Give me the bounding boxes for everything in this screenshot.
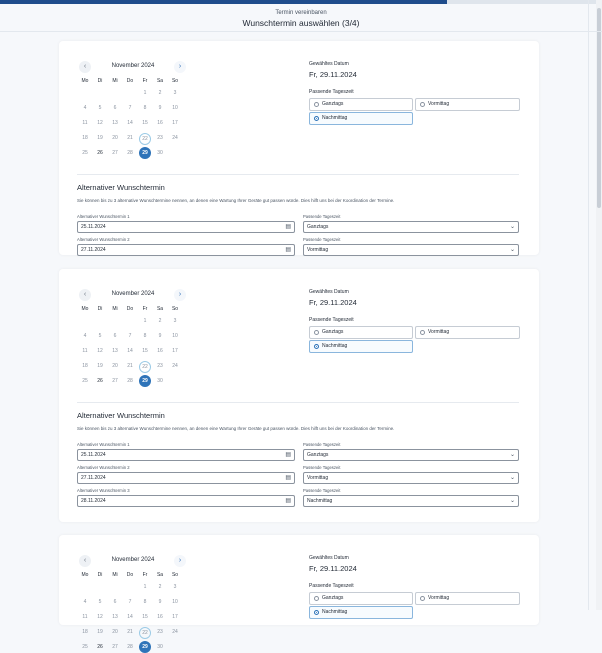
calendar-day[interactable]: 19 xyxy=(97,629,103,635)
weekday-label: Do xyxy=(126,78,134,84)
calendar-day[interactable]: 4 xyxy=(83,105,87,111)
weekday-label: Mo xyxy=(81,572,89,578)
progress-track xyxy=(0,0,602,4)
prev-month-button[interactable]: ‹ xyxy=(79,555,91,567)
alt-date-value: 25.11.2024 xyxy=(81,224,106,230)
chevron-down-icon: ⌄ xyxy=(509,475,515,481)
weekday-label: Fr xyxy=(142,78,148,84)
alt-date-input[interactable] xyxy=(77,495,295,507)
time-option-nachmittag[interactable] xyxy=(309,112,413,125)
alt-time-value: Ganztags xyxy=(307,452,329,458)
time-option-vormittag[interactable] xyxy=(415,592,520,605)
calendar-day[interactable]: 20 xyxy=(112,363,118,369)
calendar-day[interactable]: 13 xyxy=(112,120,118,126)
time-option-vormittag[interactable] xyxy=(415,326,520,339)
selected-date-label: Gewähltes Datum xyxy=(309,555,349,561)
time-option-label: Vormittag xyxy=(428,101,450,107)
calendar-icon: ▤ xyxy=(285,452,291,458)
appointment-card xyxy=(59,535,539,650)
calendar-day[interactable]: 10 xyxy=(172,599,178,605)
calendar-day[interactable]: 9 xyxy=(158,599,162,605)
calendar-month-label: November 2024 xyxy=(111,63,155,69)
progress-fill xyxy=(0,0,447,4)
calendar-day[interactable]: 8 xyxy=(143,333,147,339)
calendar-day[interactable]: 28 xyxy=(127,150,133,156)
calendar-day[interactable]: 5 xyxy=(98,599,102,605)
alt-date-input[interactable] xyxy=(77,221,295,233)
alternatives-title: Alternativer Wunschtermin xyxy=(77,411,165,420)
radio-icon xyxy=(420,102,425,107)
calendar-day[interactable]: 10 xyxy=(172,333,178,339)
time-option-nachmittag[interactable] xyxy=(309,340,413,353)
calendar-day[interactable]: 17 xyxy=(172,614,178,620)
calendar-day[interactable]: 26 xyxy=(97,644,103,650)
time-option-label: Vormittag xyxy=(428,595,450,601)
weekday-label: Di xyxy=(97,306,103,312)
alt-date-label: Alternativer Wunschtermin 3 xyxy=(77,488,130,493)
calendar-day[interactable]: 14 xyxy=(127,614,133,620)
calendar-day[interactable]: 2 xyxy=(158,318,162,324)
calendar-day[interactable]: 9 xyxy=(158,105,162,111)
time-option-label: Nachmittag xyxy=(322,343,348,349)
calendar-day[interactable]: 7 xyxy=(128,333,132,339)
calendar-day[interactable]: 28 xyxy=(127,644,133,650)
alt-date-input[interactable] xyxy=(77,244,295,256)
step-label: Termin vereinbaren xyxy=(275,10,327,16)
weekday-label: Mi xyxy=(112,306,118,312)
prev-month-button[interactable]: ‹ xyxy=(79,289,91,301)
calendar-day[interactable]: 27 xyxy=(112,150,118,156)
calendar-icon: ▤ xyxy=(285,475,291,481)
calendar-day[interactable]: 15 xyxy=(142,348,148,354)
calendar-day[interactable]: 7 xyxy=(128,599,132,605)
alt-date-value: 27.11.2024 xyxy=(81,475,106,481)
alt-date-value: 25.11.2024 xyxy=(81,452,106,458)
page-edge-line xyxy=(588,0,589,610)
scrollbar-thumb[interactable] xyxy=(597,8,601,208)
alt-time-select[interactable] xyxy=(303,495,519,507)
weekday-label: So xyxy=(171,78,179,84)
weekday-label: So xyxy=(171,306,179,312)
time-option-label: Ganztags xyxy=(322,329,344,335)
calendar-day[interactable]: 29 xyxy=(139,641,151,653)
calendar-day[interactable]: 3 xyxy=(173,90,177,96)
radio-icon xyxy=(314,116,319,121)
alt-date-label: Alternativer Wunschtermin 2 xyxy=(77,237,130,242)
weekday-label: Fr xyxy=(142,306,148,312)
calendar-day[interactable]: 21 xyxy=(127,363,133,369)
calendar-day[interactable]: 11 xyxy=(82,120,88,126)
radio-icon xyxy=(314,330,319,335)
selected-date-value: Fr, 29.11.2024 xyxy=(309,564,357,573)
time-option-ganztags[interactable] xyxy=(309,98,413,111)
calendar-day[interactable]: 24 xyxy=(172,135,178,141)
calendar-day[interactable]: 3 xyxy=(173,318,177,324)
chevron-down-icon: ⌄ xyxy=(509,498,515,504)
calendar-day[interactable]: 29 xyxy=(139,375,151,387)
alt-date-input[interactable] xyxy=(77,472,295,484)
alt-time-select[interactable] xyxy=(303,244,519,256)
alt-date-input[interactable] xyxy=(77,449,295,461)
calendar-day[interactable]: 12 xyxy=(97,614,103,620)
alt-time-select[interactable] xyxy=(303,472,519,484)
weekday-label: Do xyxy=(126,572,134,578)
alt-time-label: Passende Tageszeit xyxy=(303,442,341,447)
calendar-day[interactable]: 19 xyxy=(97,135,103,141)
calendar-day[interactable]: 25 xyxy=(82,150,88,156)
calendar-day[interactable]: 20 xyxy=(112,629,118,635)
selected-date-value: Fr, 29.11.2024 xyxy=(309,298,357,307)
time-of-day-label: Passende Tageszeit xyxy=(309,317,354,323)
alt-time-select[interactable] xyxy=(303,221,519,233)
calendar-day[interactable]: 21 xyxy=(127,629,133,635)
calendar-day[interactable]: 24 xyxy=(172,363,178,369)
calendar-day[interactable]: 18 xyxy=(82,363,88,369)
header-divider xyxy=(0,31,602,32)
alt-date-label: Alternativer Wunschtermin 2 xyxy=(77,465,130,470)
alt-time-select[interactable] xyxy=(303,449,519,461)
calendar-day[interactable]: 19 xyxy=(97,363,103,369)
calendar-day[interactable]: 1 xyxy=(143,318,147,324)
scrollbar[interactable] xyxy=(596,0,602,610)
alt-time-label: Passende Tageszeit xyxy=(303,465,341,470)
calendar-day[interactable]: 1 xyxy=(143,584,147,590)
calendar-day[interactable]: 12 xyxy=(97,348,103,354)
calendar-day[interactable]: 30 xyxy=(157,644,163,650)
weekday-label: Di xyxy=(97,78,103,84)
calendar-day[interactable]: 3 xyxy=(173,584,177,590)
calendar-day[interactable]: 17 xyxy=(172,348,178,354)
calendar-day[interactable]: 17 xyxy=(172,120,178,126)
time-option-label: Ganztags xyxy=(322,101,344,107)
radio-icon xyxy=(420,596,425,601)
calendar-day[interactable]: 22 xyxy=(139,627,151,639)
weekday-label: Di xyxy=(97,572,103,578)
alt-date-value: 27.11.2024 xyxy=(81,247,106,253)
calendar-day[interactable]: 6 xyxy=(113,105,117,111)
section-divider xyxy=(77,174,519,175)
weekday-label: Sa xyxy=(156,572,164,578)
alt-time-value: Vormittag xyxy=(307,247,329,253)
section-divider xyxy=(77,402,519,403)
calendar-day[interactable]: 5 xyxy=(98,105,102,111)
calendar-day[interactable]: 2 xyxy=(158,90,162,96)
next-month-button[interactable]: › xyxy=(174,289,186,301)
next-month-button[interactable]: › xyxy=(174,61,186,73)
calendar-header xyxy=(79,289,186,301)
calendar-day[interactable]: 20 xyxy=(112,135,118,141)
chevron-down-icon: ⌄ xyxy=(509,224,515,230)
calendar-day[interactable]: 4 xyxy=(83,599,87,605)
calendar-day[interactable]: 25 xyxy=(82,378,88,384)
calendar-day[interactable]: 6 xyxy=(113,333,117,339)
calendar-month-label: November 2024 xyxy=(111,557,155,563)
alt-time-value: Ganztags xyxy=(307,224,329,230)
calendar-day[interactable]: 14 xyxy=(127,120,133,126)
calendar-day[interactable]: 10 xyxy=(172,105,178,111)
calendar-day[interactable]: 27 xyxy=(112,644,118,650)
time-of-day-label: Passende Tageszeit xyxy=(309,583,354,589)
calendar-day[interactable]: 4 xyxy=(83,333,87,339)
calendar-day[interactable]: 23 xyxy=(157,135,163,141)
weekday-label: So xyxy=(171,572,179,578)
selected-date-value: Fr, 29.11.2024 xyxy=(309,70,357,79)
next-month-button[interactable]: › xyxy=(174,555,186,567)
calendar-day[interactable]: 8 xyxy=(143,105,147,111)
calendar-icon: ▤ xyxy=(285,498,291,504)
chevron-down-icon: ⌄ xyxy=(509,247,515,253)
time-option-nachmittag[interactable] xyxy=(309,606,413,619)
calendar-day[interactable]: 16 xyxy=(157,614,163,620)
calendar-day[interactable]: 12 xyxy=(97,120,103,126)
calendar-day[interactable]: 16 xyxy=(157,120,163,126)
time-option-vormittag[interactable] xyxy=(415,98,520,111)
weekday-label: Mi xyxy=(112,572,118,578)
calendar-header xyxy=(79,555,186,567)
calendar-day[interactable]: 18 xyxy=(82,629,88,635)
appointment-card xyxy=(59,269,539,522)
time-option-ganztags[interactable] xyxy=(309,592,413,605)
time-of-day-label: Passende Tageszeit xyxy=(309,89,354,95)
alt-time-label: Passende Tageszeit xyxy=(303,214,341,219)
calendar-day[interactable]: 7 xyxy=(128,105,132,111)
calendar-day[interactable]: 27 xyxy=(112,378,118,384)
calendar-icon: ▤ xyxy=(285,224,291,230)
calendar-day[interactable]: 22 xyxy=(139,133,151,145)
calendar-day[interactable]: 24 xyxy=(172,629,178,635)
calendar-day[interactable]: 30 xyxy=(157,378,163,384)
alt-time-value: Vormittag xyxy=(307,475,329,481)
calendar-day[interactable]: 30 xyxy=(157,150,163,156)
calendar-day[interactable]: 9 xyxy=(158,333,162,339)
alt-time-value: Nachmittag xyxy=(307,498,333,504)
weekday-label: Do xyxy=(126,306,134,312)
calendar-day[interactable]: 6 xyxy=(113,599,117,605)
calendar-day[interactable]: 23 xyxy=(157,629,163,635)
page-header xyxy=(0,10,602,28)
alternatives-description: Sie können bis zu 3 alternative Wunschtermine nennen, an denen eine Wartung Ihrer Geräte gut passen würde. Dies hilft uns bei der Koordination der Termine. xyxy=(77,426,395,431)
weekday-label: Sa xyxy=(156,78,164,84)
time-option-label: Ganztags xyxy=(322,595,344,601)
prev-month-button[interactable]: ‹ xyxy=(79,61,91,73)
calendar-day[interactable]: 2 xyxy=(158,584,162,590)
radio-icon xyxy=(420,330,425,335)
time-option-ganztags[interactable] xyxy=(309,326,413,339)
calendar-day[interactable]: 22 xyxy=(139,361,151,373)
alt-time-label: Passende Tageszeit xyxy=(303,488,341,493)
calendar-day[interactable]: 26 xyxy=(97,150,103,156)
calendar-day[interactable]: 21 xyxy=(127,135,133,141)
chevron-down-icon: ⌄ xyxy=(509,452,515,458)
calendar-day[interactable]: 1 xyxy=(143,90,147,96)
alt-date-label: Alternativer Wunschtermin 1 xyxy=(77,214,130,219)
calendar-day[interactable]: 26 xyxy=(97,378,103,384)
calendar-day[interactable]: 13 xyxy=(112,348,118,354)
calendar-day[interactable]: 18 xyxy=(82,135,88,141)
calendar-header xyxy=(79,61,186,73)
calendar-icon: ▤ xyxy=(285,247,291,253)
time-option-label: Nachmittag xyxy=(322,115,348,121)
weekday-label: Mi xyxy=(112,78,118,84)
alt-date-label: Alternativer Wunschtermin 1 xyxy=(77,442,130,447)
appointment-card xyxy=(59,41,539,255)
alt-time-label: Passende Tageszeit xyxy=(303,237,341,242)
calendar-day[interactable]: 5 xyxy=(98,333,102,339)
weekday-label: Mo xyxy=(81,306,89,312)
time-option-label: Vormittag xyxy=(428,329,450,335)
calendar-month-label: November 2024 xyxy=(111,291,155,297)
weekday-label: Sa xyxy=(156,306,164,312)
alternatives-description: Sie können bis zu 3 alternative Wunschtermine nennen, an denen eine Wartung Ihrer Geräte gut passen würde. Dies hilft uns bei der Koordination der Termine. xyxy=(77,198,395,203)
radio-icon xyxy=(314,102,319,107)
calendar-day[interactable]: 11 xyxy=(82,614,88,620)
calendar-day[interactable]: 8 xyxy=(143,599,147,605)
calendar-day[interactable]: 28 xyxy=(127,378,133,384)
calendar-day[interactable]: 23 xyxy=(157,363,163,369)
radio-icon xyxy=(314,610,319,615)
weekday-label: Fr xyxy=(142,572,148,578)
weekday-label: Mo xyxy=(81,78,89,84)
radio-icon xyxy=(314,596,319,601)
calendar-day[interactable]: 15 xyxy=(142,614,148,620)
selected-date-label: Gewähltes Datum xyxy=(309,61,349,67)
calendar-day[interactable]: 14 xyxy=(127,348,133,354)
page-title: Wunschtermin auswählen (3/4) xyxy=(242,18,360,28)
calendar-day[interactable]: 29 xyxy=(139,147,151,159)
alternatives-title: Alternativer Wunschtermin xyxy=(77,183,165,192)
calendar-day[interactable]: 11 xyxy=(82,348,88,354)
calendar-day[interactable]: 25 xyxy=(82,644,88,650)
calendar-day[interactable]: 15 xyxy=(142,120,148,126)
time-option-label: Nachmittag xyxy=(322,609,348,615)
calendar-day[interactable]: 13 xyxy=(112,614,118,620)
selected-date-label: Gewähltes Datum xyxy=(309,289,349,295)
alt-date-value: 28.11.2024 xyxy=(81,498,106,504)
calendar-day[interactable]: 16 xyxy=(157,348,163,354)
radio-icon xyxy=(314,344,319,349)
